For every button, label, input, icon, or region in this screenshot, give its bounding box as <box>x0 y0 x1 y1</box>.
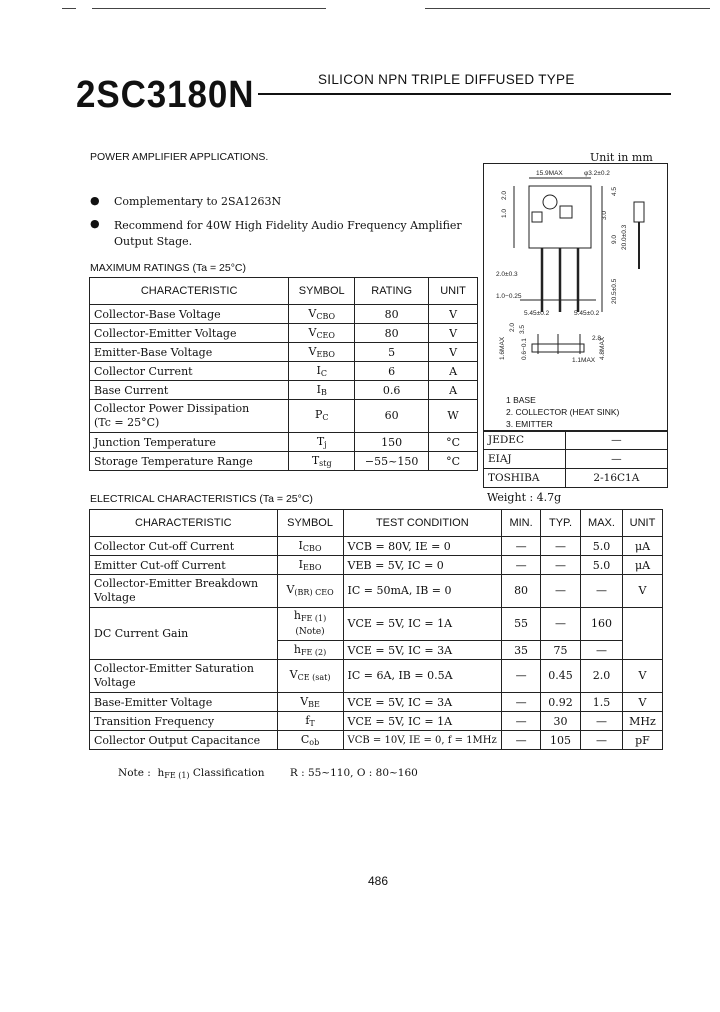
row-characteristic: Base Current <box>90 381 289 400</box>
application-heading: POWER AMPLIFIER APPLICATIONS. <box>90 151 269 163</box>
row-characteristic: Junction Temperature <box>90 433 289 452</box>
table-row <box>484 469 668 488</box>
row-symbol: $I_{EBO}$ <box>277 556 343 575</box>
row-symbol: $C_{ob}$ <box>277 731 343 750</box>
row-unit: V <box>622 575 662 608</box>
dim-label: 9.0 <box>611 234 618 244</box>
electrical-title: ELECTRICAL CHARACTERISTICS (Ta = 25°C) <box>90 493 313 505</box>
row-max: — <box>581 712 623 731</box>
table-row <box>90 362 478 381</box>
row-min: 55 <box>502 608 541 641</box>
row-symbol: $T_{stg}$ <box>289 452 355 471</box>
row-characteristic: Emitter-Base Voltage <box>90 343 289 362</box>
dim-label: 1.1MAX <box>572 357 596 364</box>
row-max: 5.0 <box>581 556 623 575</box>
table-row <box>90 556 663 575</box>
header-min: MIN. <box>502 510 541 537</box>
row-condition: VCB = 80V, IE = 0 <box>343 537 502 556</box>
dim-label: 1.0 <box>501 208 508 218</box>
row-typ: — <box>541 556 581 575</box>
bullet-complementary: Complementary to 2SA1263N <box>114 195 282 208</box>
row-symbol: $I_C$ <box>289 362 355 381</box>
standard-name: TOSHIBA <box>484 469 566 488</box>
dim-label: 3.0 <box>601 210 608 220</box>
header-symbol: SYMBOL <box>289 278 355 305</box>
row-condition: VCE = 5V, IC = 1A <box>343 712 502 731</box>
row-min: — <box>502 712 541 731</box>
row-typ: 0.92 <box>541 693 581 712</box>
electrical-table <box>89 509 663 750</box>
header-symbol: SYMBOL <box>277 510 343 537</box>
row-symbol: $V_{CE (sat)}$ <box>277 660 343 693</box>
row-symbol: $V_{CEO}$ <box>289 324 355 343</box>
row-unit: V <box>622 693 662 712</box>
row-symbol: $I_B$ <box>289 381 355 400</box>
row-characteristic: Collector-Emitter Saturation Voltage <box>90 660 278 693</box>
row-max: — <box>581 641 623 660</box>
dim-label: 0.6−0.1 <box>521 338 528 360</box>
standard-name: EIAJ <box>484 450 566 469</box>
row-symbol: $V_{BE}$ <box>277 693 343 712</box>
row-unit: A <box>429 381 478 400</box>
pin-legend <box>506 394 619 430</box>
row-unit: W <box>429 400 478 433</box>
standard-value: 2-16C1A <box>565 469 667 488</box>
dim-label: 5.45±0.2 <box>524 310 550 317</box>
table-row <box>90 324 478 343</box>
table-row <box>90 608 663 641</box>
row-characteristic: Base-Emitter Voltage <box>90 693 278 712</box>
row-min: 35 <box>502 641 541 660</box>
table-row <box>90 731 663 750</box>
row-max: 1.5 <box>581 693 623 712</box>
table-row <box>90 693 663 712</box>
row-rating: 80 <box>355 305 429 324</box>
row-characteristic: Collector Current <box>90 362 289 381</box>
row-unit: V <box>429 324 478 343</box>
row-typ: 105 <box>541 731 581 750</box>
row-condition: IC = 50mA, IB = 0 <box>343 575 502 608</box>
note-classes: R : 55~110, O : 80~160 <box>289 767 418 779</box>
row-characteristic: Collector-Emitter Voltage <box>90 324 289 343</box>
row-characteristic: Collector-Base Voltage <box>90 305 289 324</box>
row-condition: VCE = 5V, IC = 1A <box>343 608 502 641</box>
bullet-icon: ● <box>90 194 100 207</box>
row-typ: 75 <box>541 641 581 660</box>
row-characteristic: Collector-Emitter Breakdown Voltage <box>90 575 278 608</box>
row-unit: °C <box>429 452 478 471</box>
row-unit: V <box>429 305 478 324</box>
header-unit: UNIT <box>622 510 662 537</box>
classification-note <box>118 767 418 780</box>
row-typ: 30 <box>541 712 581 731</box>
row-unit: MHz <box>622 712 662 731</box>
standards-table <box>483 430 668 488</box>
row-typ: — <box>541 537 581 556</box>
row-symbol: $T_j$ <box>289 433 355 452</box>
dim-label: 1.0−0.25 <box>496 293 522 300</box>
weight-label: Weight : 4.7g <box>487 491 562 504</box>
standard-value: — <box>565 431 667 450</box>
row-characteristic: Storage Temperature Range <box>90 452 289 471</box>
pin-collector-label: 2. COLLECTOR (HEAT SINK) <box>506 407 620 417</box>
row-min: — <box>502 693 541 712</box>
standard-name: JEDEC <box>484 431 566 450</box>
row-symbol: $I_{CBO}$ <box>277 537 343 556</box>
row-characteristic: Collector Output Capacitance <box>90 731 278 750</box>
dim-label: 2.0 <box>501 190 508 200</box>
dim-label: 20.5±0.5 <box>611 278 618 304</box>
table-row <box>90 712 663 731</box>
device-type-title: SILICON NPN TRIPLE DIFFUSED TYPE <box>318 72 575 87</box>
dim-label: 5.45±0.2 <box>574 310 600 317</box>
row-condition: VCE = 5V, IC = 3A <box>343 693 502 712</box>
row-condition: VCB = 10V, IE = 0, f = 1MHz <box>343 731 502 750</box>
table-row <box>90 381 478 400</box>
row-characteristic: Transition Frequency <box>90 712 278 731</box>
row-typ: — <box>541 608 581 641</box>
pin-emitter-label: 3. EMITTER <box>506 419 553 429</box>
row-max: — <box>581 731 623 750</box>
table-row <box>484 431 668 450</box>
header-unit: UNIT <box>429 278 478 305</box>
table-header-row <box>90 510 663 537</box>
row-rating: 80 <box>355 324 429 343</box>
table-row <box>90 537 663 556</box>
dim-label: 2.0±0.3 <box>496 271 518 278</box>
dim-label: φ3.2±0.2 <box>584 170 610 177</box>
header-characteristic: CHARACTERISTIC <box>90 278 289 305</box>
title-rule <box>258 93 671 95</box>
row-unit: V <box>622 660 662 693</box>
row-characteristic: Collector Power Dissipation (Tc = 25°C) <box>90 400 289 433</box>
row-symbol: $h_{FE (1)}$ (Note) <box>277 608 343 641</box>
dim-label: 1.6MAX <box>499 336 506 360</box>
header-rating: RATING <box>355 278 429 305</box>
package-outline-box <box>483 163 668 432</box>
table-header-row <box>90 278 478 305</box>
row-unit: V <box>429 343 478 362</box>
row-characteristic: Emitter Cut-off Current <box>90 556 278 575</box>
row-min: 80 <box>502 575 541 608</box>
table-row <box>90 433 478 452</box>
unit-label: Unit in mm <box>590 151 653 164</box>
dim-label: 4.8MAX <box>599 336 606 360</box>
table-row <box>90 305 478 324</box>
dim-label: 20.0±0.3 <box>621 224 628 250</box>
row-typ: 0.45 <box>541 660 581 693</box>
row-unit: μA <box>622 556 662 575</box>
row-condition: VEB = 5V, IC = 0 <box>343 556 502 575</box>
row-min: — <box>502 556 541 575</box>
header-max: MAX. <box>581 510 623 537</box>
bullet-recommend: Recommend for 40W High Fidelity Audio Frequency Amplifier Output Stage. <box>114 219 462 248</box>
row-unit: μA <box>622 537 662 556</box>
note-label: Note : <box>118 767 151 779</box>
row-rating: 0.6 <box>355 381 429 400</box>
row-max: 2.0 <box>581 660 623 693</box>
table-row <box>90 343 478 362</box>
row-unit: pF <box>622 731 662 750</box>
table-row <box>90 400 478 433</box>
package-drawing <box>484 164 667 431</box>
row-unit: A <box>429 362 478 381</box>
page-number: 486 <box>368 874 389 888</box>
table-row <box>90 452 478 471</box>
dim-label: 2.8 <box>592 335 602 342</box>
row-characteristic: Collector Cut-off Current <box>90 537 278 556</box>
row-rating: −55~150 <box>355 452 429 471</box>
row-rating: 6 <box>355 362 429 381</box>
max-ratings-title: MAXIMUM RATINGS (Ta = 25°C) <box>90 262 246 274</box>
mounting-hole <box>543 195 557 209</box>
row-unit: °C <box>429 433 478 452</box>
row-min: — <box>502 537 541 556</box>
header-test-condition: TEST CONDITION <box>343 510 502 537</box>
side-view <box>634 202 644 222</box>
row-rating: 150 <box>355 433 429 452</box>
standard-value: — <box>565 450 667 469</box>
row-symbol: $h_{FE (2)}$ <box>277 641 343 660</box>
row-characteristic: DC Current Gain <box>90 608 278 660</box>
dim-label: 3.5 <box>519 324 526 334</box>
row-min: — <box>502 660 541 693</box>
table-row <box>90 660 663 693</box>
note-text: Classification <box>192 767 265 779</box>
row-symbol: $V_{(BR) CEO}$ <box>277 575 343 608</box>
row-symbol: $P_C$ <box>289 400 355 433</box>
header-typ: TYP. <box>541 510 581 537</box>
note-symbol: h <box>157 767 165 779</box>
note-symbol-sub: FE (1) <box>164 771 190 780</box>
row-typ: — <box>541 575 581 608</box>
table-row <box>484 450 668 469</box>
table-row <box>90 575 663 608</box>
part-number: 2SC3180N <box>76 74 255 116</box>
row-max: 5.0 <box>581 537 623 556</box>
dim-label: 15.9MAX <box>536 170 563 177</box>
row-unit <box>622 608 662 660</box>
header-characteristic: CHARACTERISTIC <box>90 510 278 537</box>
row-condition: VCE = 5V, IC = 3A <box>343 641 502 660</box>
row-symbol: $V_{CBO}$ <box>289 305 355 324</box>
row-symbol: $V_{EBO}$ <box>289 343 355 362</box>
row-max: — <box>581 575 623 608</box>
row-condition: IC = 6A, IB = 0.5A <box>343 660 502 693</box>
row-rating: 5 <box>355 343 429 362</box>
max-ratings-table <box>89 277 478 471</box>
row-symbol: $f_T$ <box>277 712 343 731</box>
row-max: 160 <box>581 608 623 641</box>
row-rating: 60 <box>355 400 429 433</box>
row-min: — <box>502 731 541 750</box>
pin-base-label: 1 BASE <box>506 395 536 405</box>
dim-label: 2.0 <box>509 322 516 332</box>
bullet-icon: ● <box>90 217 100 230</box>
dim-label: 4.5 <box>611 186 618 196</box>
